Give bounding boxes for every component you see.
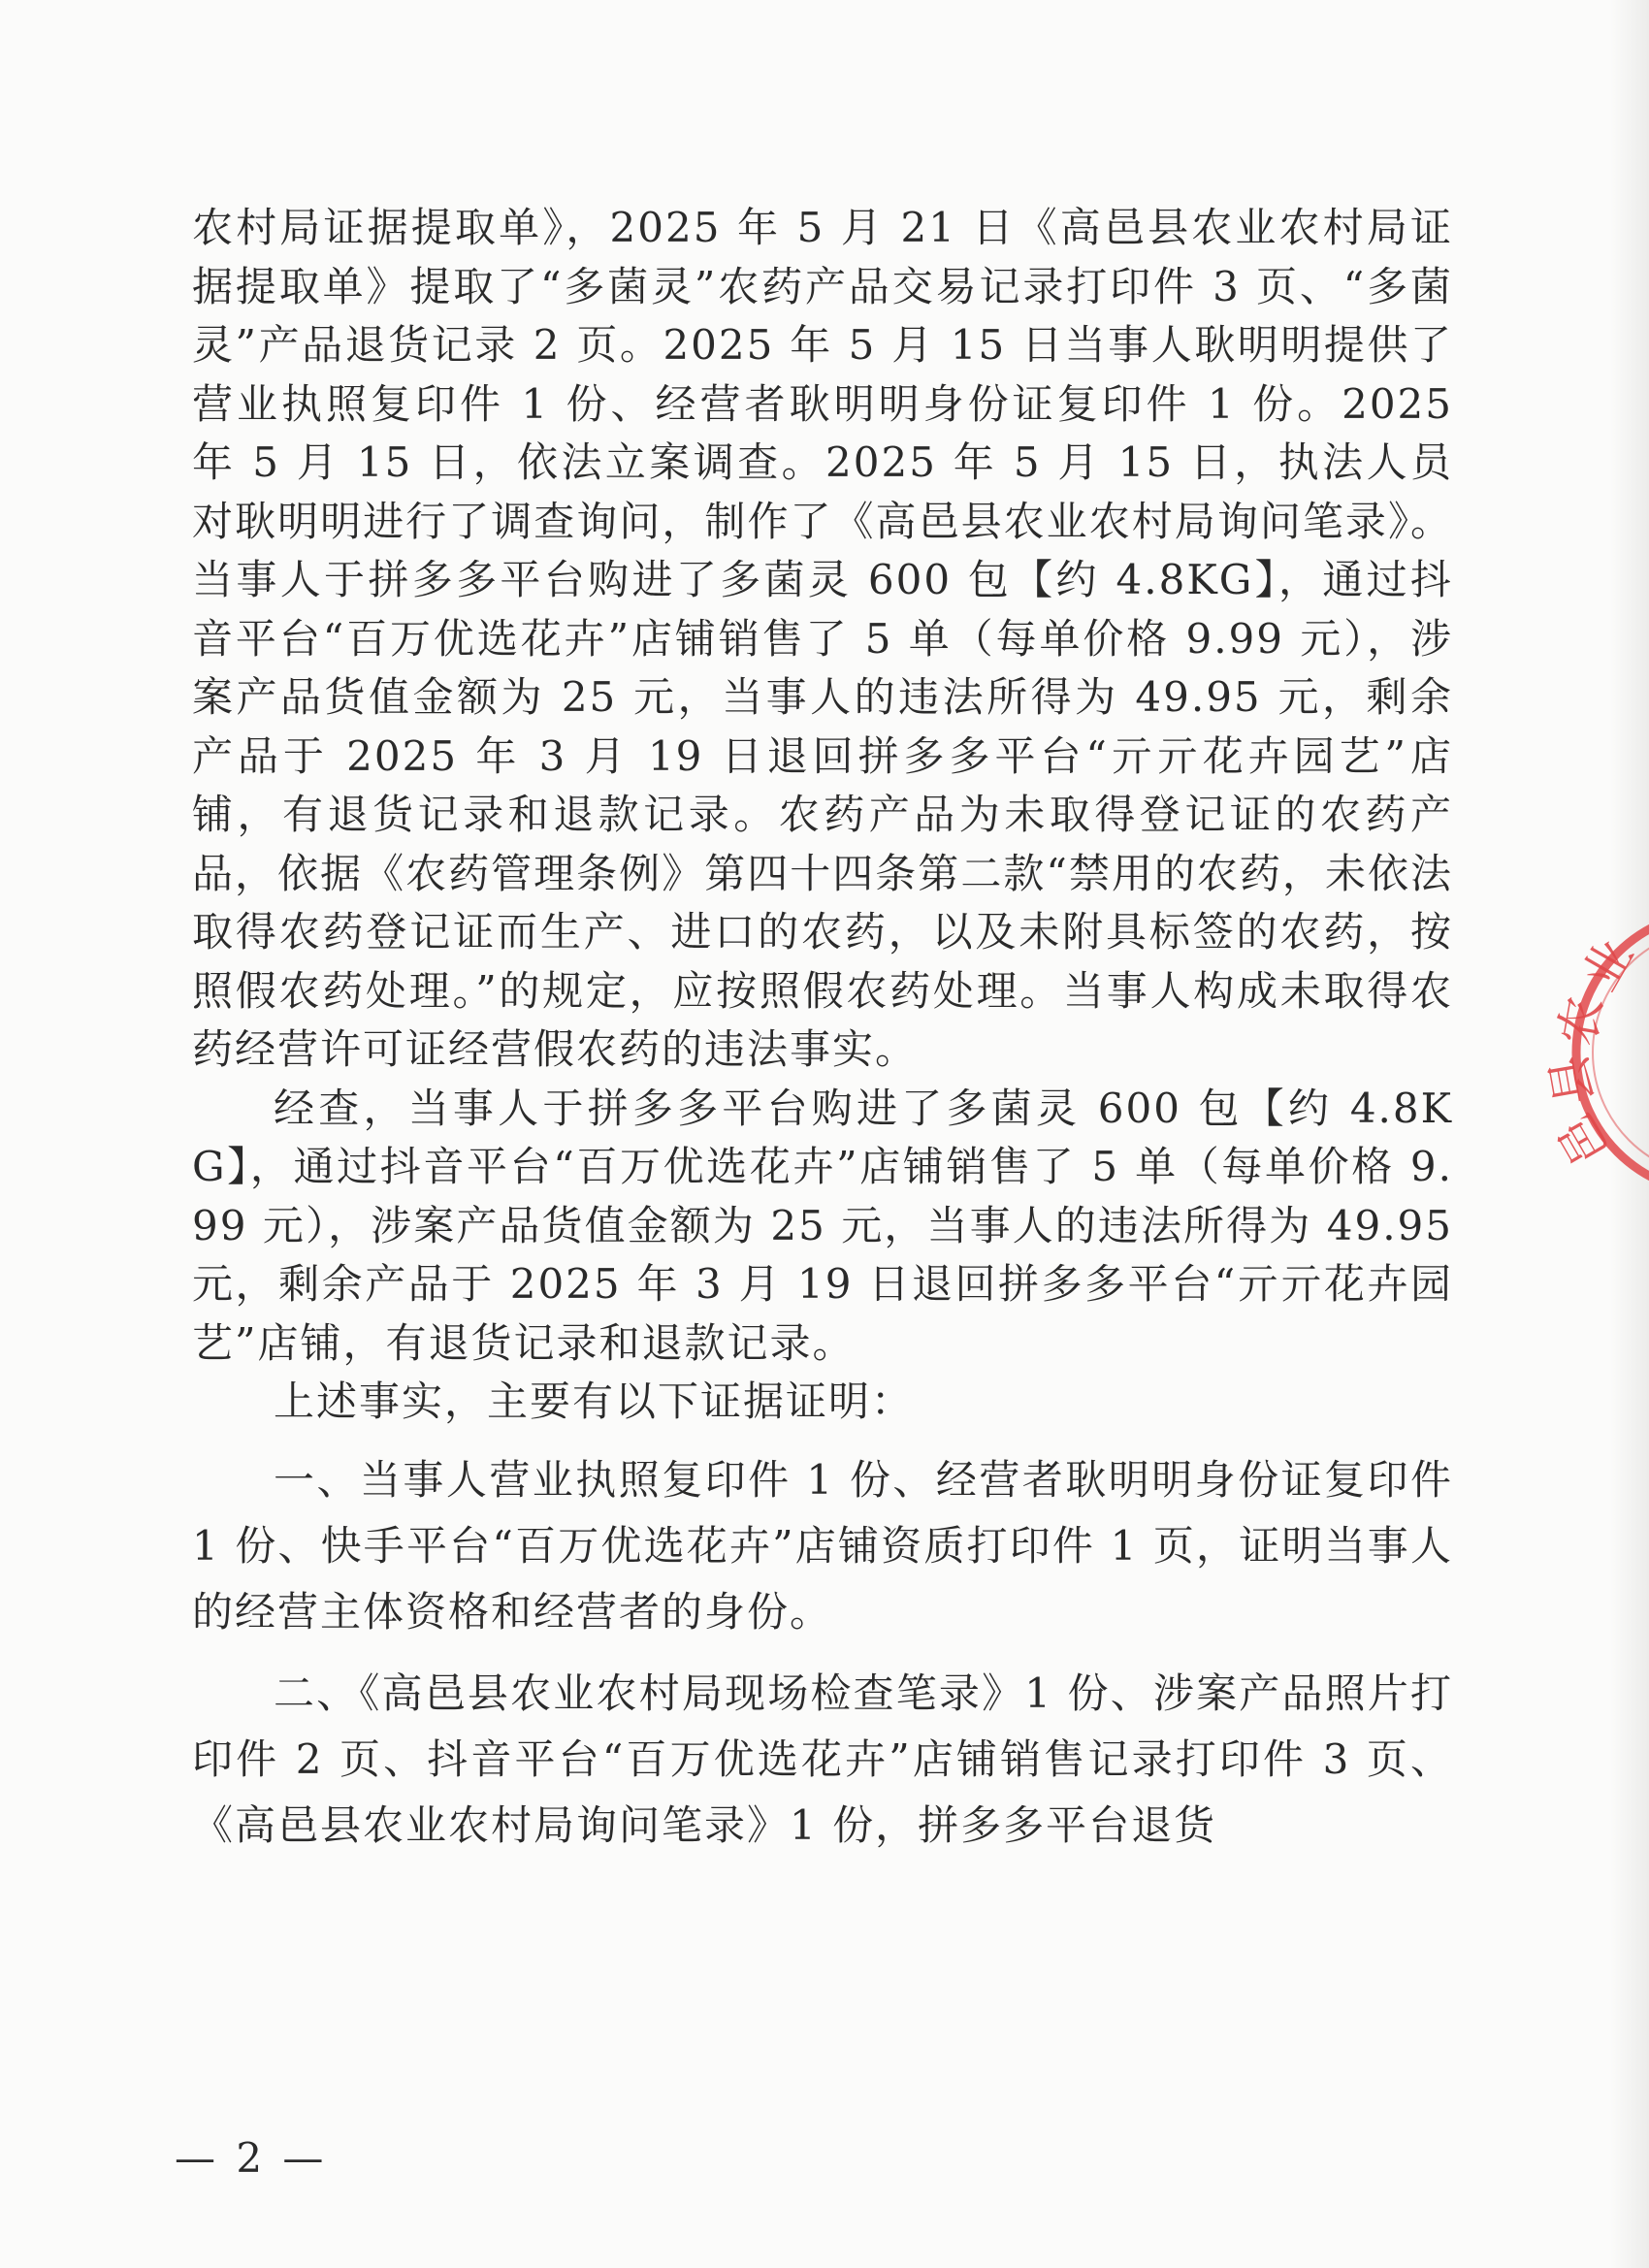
paragraph-2: 经查，当事人于拼多多平台购进了多菌灵 600 包【约 4.8KG】，通过抖音平台“百万优选花卉”店铺销售了 5 单（每单价格 9.99 元），涉案产品货值金额为 25 元，当事人的违法所得为 49.95 元，剩余产品于 2025 年 3 月 19 日退回拼多多平台“亓亓花卉园艺”店铺，有退货记录和退款记录。: [192, 1084, 1453, 1367]
official-seal-stamp: [1540, 902, 1649, 1203]
svg-text:邑: 邑: [1547, 1104, 1621, 1175]
page-number: — 2 —: [175, 2134, 328, 2182]
svg-text:农: 农: [1548, 991, 1613, 1051]
evidence-item-1: 一、当事人营业执照复印件 1 份、经营者耿明明身份证复印件 1 份、快手平台“百万优选花卉”店铺资质打印件 1 页，证明当事人的经营主体资格和经营者的身份。: [192, 1455, 1453, 1636]
paragraph-1: 农村局证据提取单》，2025 年 5 月 21 日《高邑县农业农村局证据提取单》提取了“多菌灵”农药产品交易记录打印件 3 页、“多菌灵”产品退货记录 2 页。2025 年 5 月 15 日当事人耿明明提供了营业执照复印件 1 份、经营者耿明明身份证复印件 1 份。2025 年 5 月 15 日，依法立案调查。2025 年 5 月 15 日，执法人员对耿明明进行了调查询问，制作了《高邑县农业农村局询问笔录》。当事人于拼多多平台购进了多菌灵 600 包【约 4.8KG】，通过抖音平台“百万优选花卉”店铺销售了 5 单（每单价格 9.99 元），涉案产品货值金额为 25 元，当事人的违法所得为 49.95 元，剩余产品于 2025 年 3 月 19 日退回拼多多平台“亓亓花卉园艺”店铺，有退货记录和退款记录。农药产品为未取得登记证的农药产品，依据《农药管理条例》第四十四条第二款“禁用的农药，未依法取得农药登记证而生产、进口的农药，以及未附具标签的农药，按照假农药处理。”的规定，应按照假农药处理。当事人构成未取得农药经营许可证经营假农药的违法事实。: [192, 204, 1453, 1073]
svg-text:业: 业: [1571, 929, 1645, 1000]
svg-text:县: 县: [1540, 1051, 1604, 1109]
evidence-item-2: 二、《高邑县农业农村局现场检查笔录》1 份、涉案产品照片打印件 2 页、抖音平台“百万优选花卉”店铺销售记录打印件 3 页、《高邑县农业农村局询问笔录》1 份，拼多多平台退货: [192, 1669, 1453, 1849]
paragraph-3: 上述事实，主要有以下证据证明：: [274, 1377, 915, 1425]
document-body: [192, 199, 1453, 1859]
